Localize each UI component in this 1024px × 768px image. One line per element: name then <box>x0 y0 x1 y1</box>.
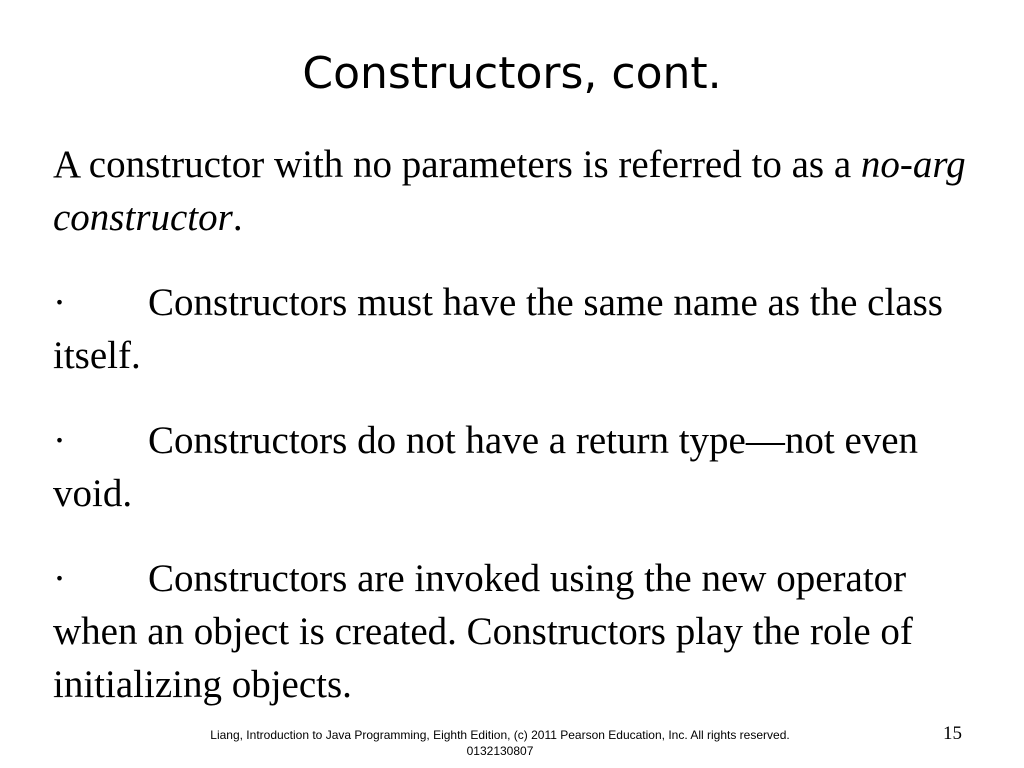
bullet-dot: · <box>53 557 66 600</box>
intro-text: A constructor with no parameters is referred to as a <box>53 143 861 186</box>
bullet-paragraph-3 <box>53 552 998 711</box>
bullet-dot: · <box>53 419 66 462</box>
bullet-paragraph-2 <box>53 414 998 520</box>
page-number: 15 <box>943 723 962 744</box>
bullet-text-1: Constructors must have the same name as the class itself. <box>53 281 943 377</box>
slide-body <box>53 138 998 711</box>
bullet-dot: · <box>53 281 66 324</box>
bullet-text-2: Constructors do not have a return type—not even void. <box>53 419 919 515</box>
intro-end: . <box>232 196 243 239</box>
bullet-text-3: Constructors are invoked using the new operator when an object is created. Constructors play the role of initializing objects. <box>53 557 913 706</box>
slide-footer: Liang, Introduction to Java Programming, Eighth Edition, (c) 2011 Pearson Education, Inc. All rights reserved. 0132130807 <box>210 728 790 758</box>
slide-title: Constructors, cont. <box>302 48 722 99</box>
bullet-paragraph-1 <box>53 276 998 382</box>
intro-emphasis: no-arg constructor <box>53 143 966 239</box>
intro-paragraph <box>53 138 998 244</box>
